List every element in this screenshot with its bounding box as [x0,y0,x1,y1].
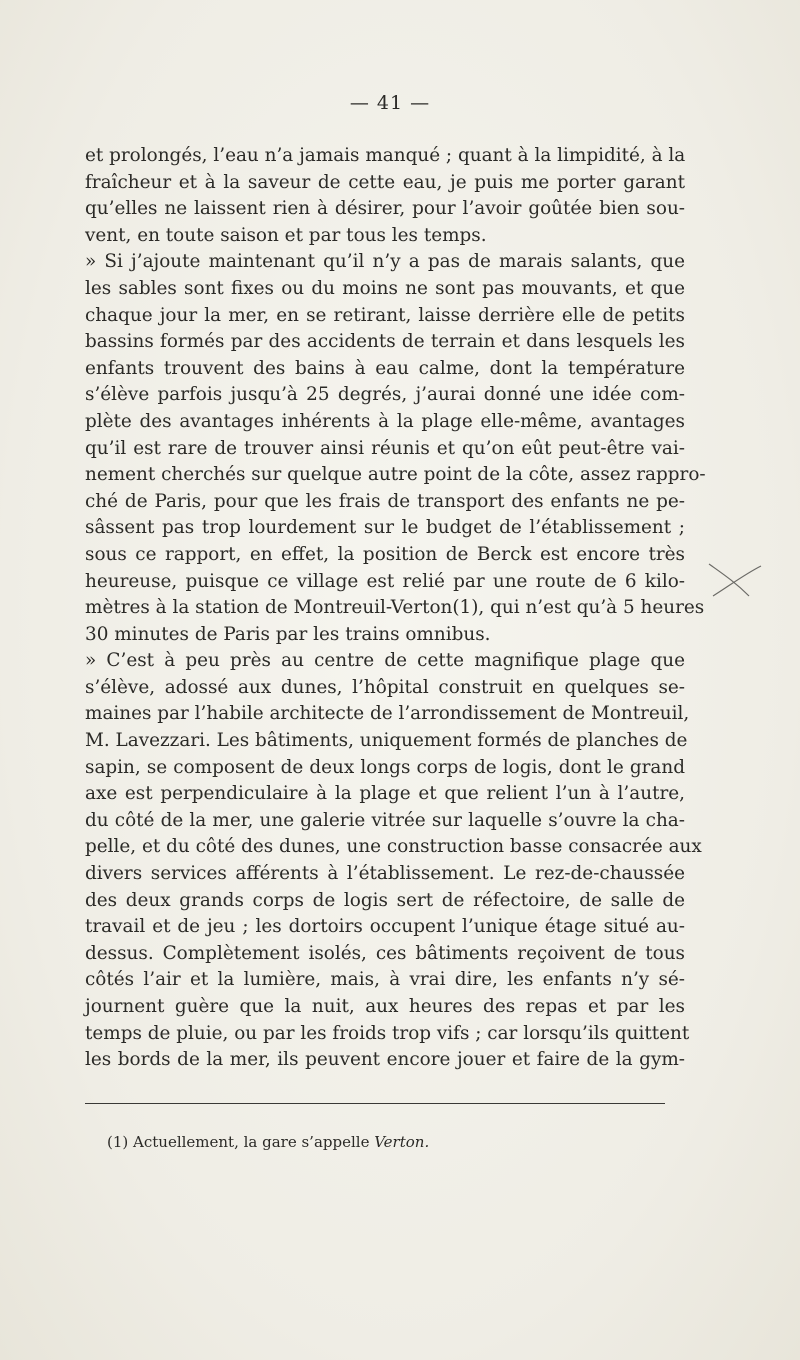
text-line: chaque jour la mer, en se retirant, laisse derrière elle de petits [85,304,685,326]
text-line: les bords de la mer, ils peuvent encore jouer et faire de la gym- [85,1049,685,1071]
text-line: M. Lavezzari. Les bâtiments, uniquement formés de planches de [85,730,688,752]
text-line: s’élève parfois jusqu’à 25 degrés, j’aurai donné une idée com- [85,384,685,406]
text-line: les sables sont fixes ou du moins ne sont pas mouvants, et que [85,277,685,299]
text-line: qu’il est rare de trouver ainsi réunis et qu’on eût peut-être vai- [85,437,685,459]
text-line: qu’elles ne laissent rien à désirer, pour l’avoir goûtée bien sou- [85,198,685,220]
text-line: » C’est à peu près au centre de cette magnifique plage que [85,650,685,672]
text-line: journent guère que la nuit, aux heures des repas et par les [85,996,685,1017]
text-line: fraîcheur et à la saveur de cette eau, je puis me porter garant [85,171,685,193]
text-line: bassins formés par des accidents de terrain et dans lesquels les [85,331,685,353]
footnote-separator [85,1103,665,1104]
text-line: axe est perpendiculaire à la plage et que relient l’un à l’autre, [85,783,685,805]
text-line: divers services afférents à l’établissement. Le rez-de-chaussée [85,863,685,885]
text-line: maines par l’habile architecte de l’arrondissement de Montreuil, [85,703,690,725]
footnote-text: (1) Actuellement, la gare s’appelle [107,1133,375,1151]
text-line: enfants trouvent des bains à eau calme, dont la température [85,357,685,379]
text-line: s’élève, adossé aux dunes, l’hôpital construit en quelques se- [85,676,685,698]
text-line: travail et de jeu ; les dortoirs occupent l’unique étage situé au- [85,916,685,938]
footnote-emphasis: Verton. [374,1133,430,1151]
text-line: 30 minutes de Paris par les trains omnibus. [85,623,491,645]
text-line: sâssent pas trop lourdement sur le budget de l’établissement ; [85,517,685,539]
text-line: côtés l’air et la lumière, mais, à vrai dire, les enfants n’y sé- [85,969,685,991]
text-line: des deux grands corps de logis sert de réfectoire, de salle de [85,889,685,911]
text-line: dessus. Complètement isolés, ces bâtiments reçoivent de tous [85,942,685,964]
footnote [107,1133,429,1151]
text-line: nement cherchés sur quelque autre point de la côte, assez rappro- [85,464,706,486]
text-line: » Si j’ajoute maintenant qu’il n’y a pas de marais salants, que [85,251,685,273]
text-line: heureuse, puisque ce village est relié par une route de 6 kilo- [85,570,685,592]
text-line: mètres à la station de Montreuil-Verton(1), qui n’est qu’à 5 heures [85,597,705,619]
text-line: du côté de la mer, une galerie vitrée sur laquelle s’ouvre la cha- [85,809,685,831]
text-line: sapin, se composent de deux longs corps de logis, dont le grand [85,756,685,778]
text-line: plète des avantages inhérents à la plage elle-même, avantages [85,410,685,432]
text-line: et prolongés, l’eau n’a jamais manqué ; quant à la limpidité, à la [85,145,686,166]
text-line: temps de pluie, ou par les froids trop vifs ; car lorsqu’ils quittent [85,1022,690,1044]
text-line: sous ce rapport, en effet, la position de Berck est encore très [85,543,685,565]
text-line: ché de Paris, pour que les frais de transport des enfants ne pe- [85,490,685,512]
margin-cross-mark [705,560,765,600]
text-line: vent, en toute saison et par tous les temps. [85,224,487,246]
text-line: pelle, et du côté des dunes, une construction basse consacrée aux [85,836,702,858]
body-text [85,143,706,1074]
page-number: — 41 — [349,92,431,114]
